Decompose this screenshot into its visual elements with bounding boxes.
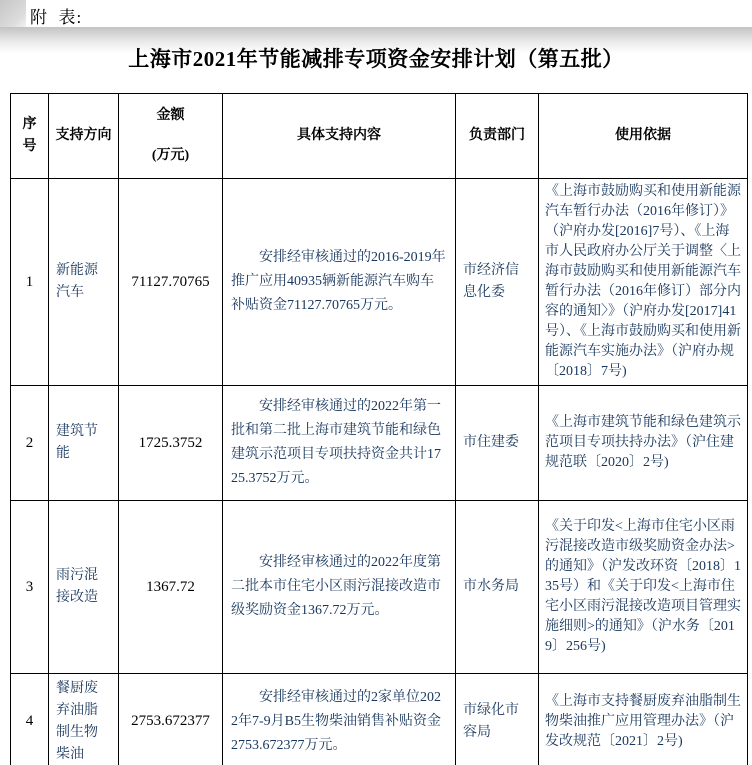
page-title: 上海市2021年节能减排专项资金安排计划（第五批） [128,47,624,71]
row-content: 安排经审核通过的2家单位2022年7-9月B5生物柴油销售补贴资金2753.672377万元。 [223,674,456,765]
attachment-label: 附 表: [30,8,83,27]
row-content: 安排经审核通过的2016-2019年推广应用40935辆新能源汽车购车补贴资金71127.70765万元。 [223,179,456,386]
row-department: 市水务局 [456,501,539,674]
table-row [11,386,748,501]
table-row [11,501,748,674]
col-header-amount [119,94,223,179]
funding-plan-table [10,93,748,765]
row-basis: 《上海市支持餐厨废弃油脂制生物柴油推广应用管理办法》（沪发改规范〔2021〕2号) [539,674,748,765]
table-row [11,674,748,765]
row-direction: 新能源汽车 [49,179,119,386]
col-header-department: 负责部门 [456,94,539,179]
row-index: 2 [11,386,49,501]
row-amount: 1725.3752 [119,386,223,501]
col-header-basis: 使用依据 [539,94,748,179]
row-basis: 《上海市鼓励购买和使用新能源汽车暂行办法（2016年修订）》（沪府办发[2016]7号）、《上海市人民政府办公厅关于调整〈上海市鼓励购买和使用新能源汽车暂行办法（2016年修订）部分内容的通知〉》（沪府办发[2017]41号）、《上海市鼓励购买和使用新能源汽车实施办法》（沪府办规〔2018〕7号) [539,179,748,386]
row-amount: 71127.70765 [119,179,223,386]
col-header-content: 具体支持内容 [223,94,456,179]
table-header-row [11,94,748,179]
col-header-amount-line1: 金额 [156,108,185,123]
col-header-amount-line2: (万元) [151,148,190,163]
row-content: 安排经审核通过的2022年第一批和第二批上海市建筑节能和绿色建筑示范项目专项扶持资金共计1725.3752万元。 [223,386,456,501]
page-edge-corner-shade [0,0,26,27]
col-header-direction: 支持方向 [49,94,119,179]
row-amount: 2753.672377 [119,674,223,765]
row-basis: 《关于印发<上海市住宅小区雨污混接改造市级奖励资金办法>的通知》（沪发改环资〔2018〕135号）和《关于印发<上海市住宅小区雨污混接改造项目管理实施细则>的通知》（沪水务〔2019〕256号) [539,501,748,674]
row-direction: 建筑节能 [49,386,119,501]
row-department: 市住建委 [456,386,539,501]
row-department: 市经济信息化委 [456,179,539,386]
row-basis: 《上海市建筑节能和绿色建筑示范项目专项扶持办法》（沪住建规范联〔2020〕2号) [539,386,748,501]
row-content: 安排经审核通过的2022年度第二批本市住宅小区雨污混接改造市级奖励资金1367.72万元。 [223,501,456,674]
col-header-index: 序号 [11,94,49,179]
row-department: 市绿化市容局 [456,674,539,765]
row-index: 3 [11,501,49,674]
row-index: 4 [11,674,49,765]
row-direction: 雨污混接改造 [49,501,119,674]
row-amount: 1367.72 [119,501,223,674]
row-direction: 餐厨废弃油脂制生物柴油 [49,674,119,765]
row-index: 1 [11,179,49,386]
table-row [11,179,748,386]
